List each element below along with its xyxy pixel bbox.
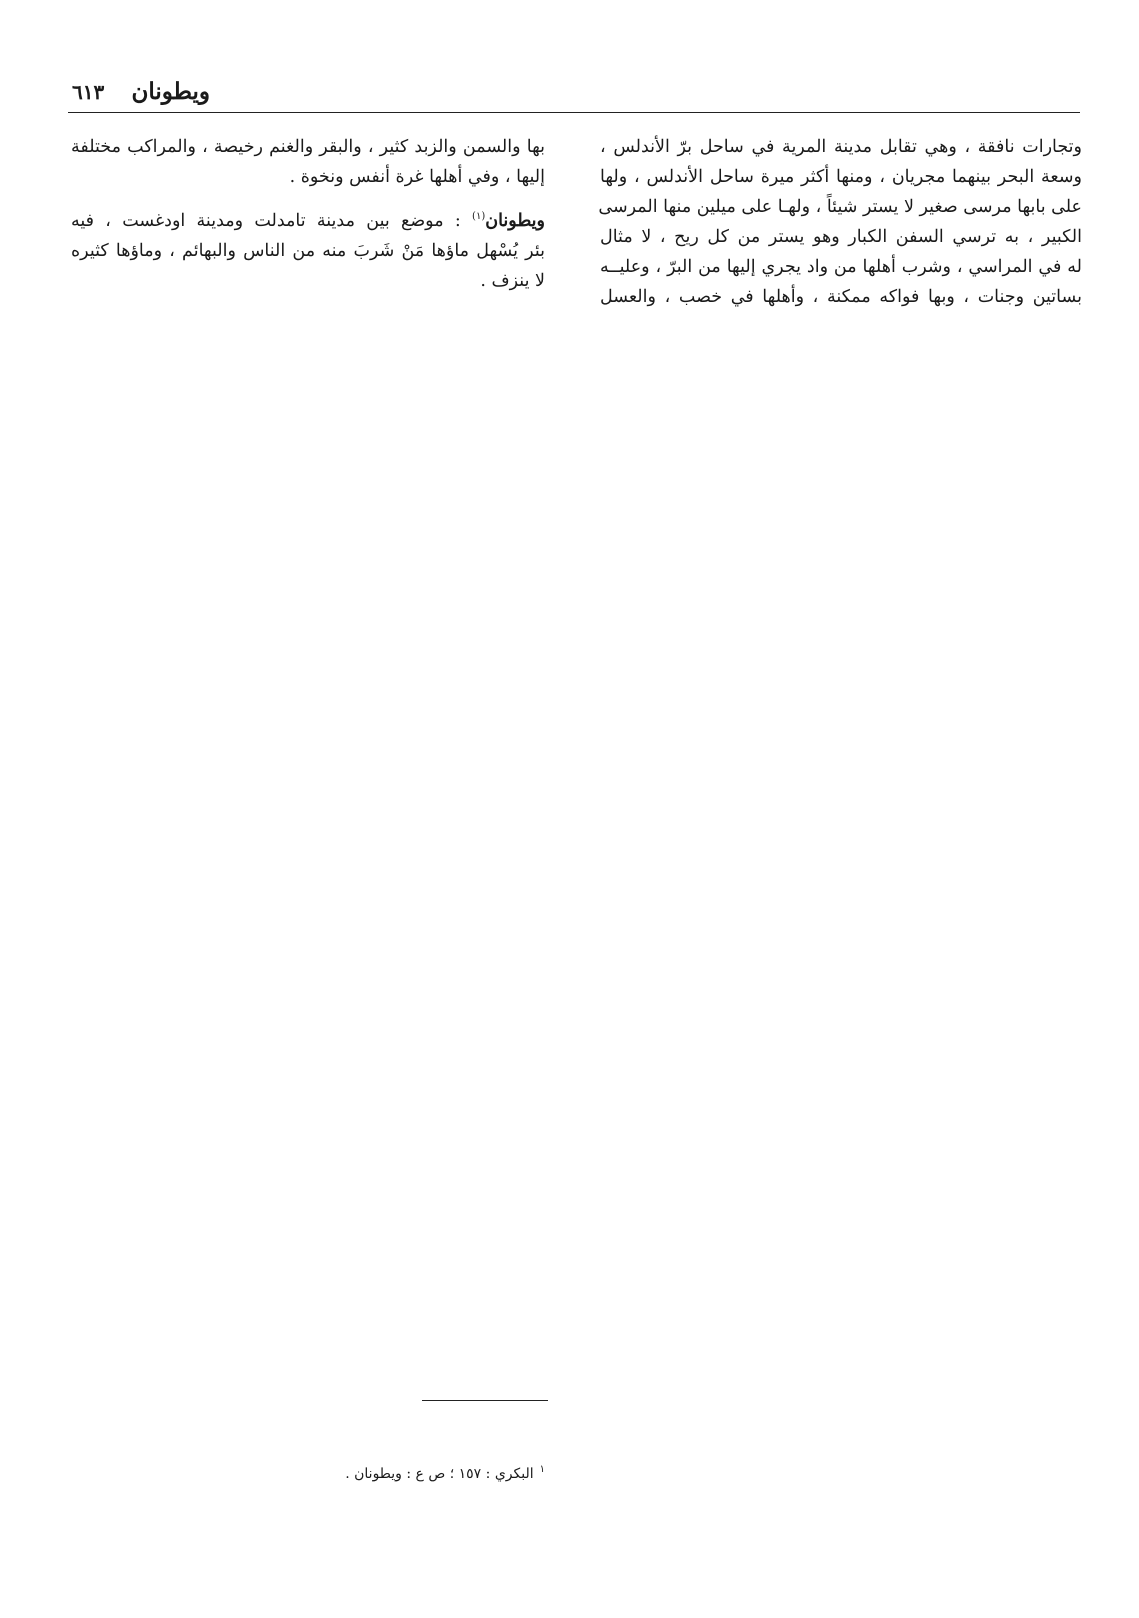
text-line: إليها ، وفي أهلها غرة أنفس ونخوة . (289, 167, 545, 187)
footnote-rule (422, 1400, 548, 1401)
dictionary-entry (71, 206, 545, 296)
left-column (71, 132, 545, 296)
text-line: الكبير ، به ترسي السفن الكبار وهو يستر من كل ريح ، لا مثال (600, 227, 1082, 247)
header-rule (68, 112, 1080, 113)
footnote-number: ١ (539, 1464, 545, 1476)
text-line: بساتين وجنات ، وبها فواكه ممكنة ، وأهلها في خصب ، والعسل (600, 287, 1082, 307)
footnote-text: البكري : ١٥٧ ؛ ص ع : ويطونان . (345, 1466, 534, 1482)
entry-definition-start: : موضع بين مدينة تامدلت ومدينة اودغست ، فيه (71, 211, 473, 231)
entry-headword: ويطونان (485, 211, 545, 231)
right-column (600, 132, 1082, 312)
text-line: بها والسمن والزبد كثير ، والبقر والغنم رخيصة ، والمراكب مختلفة (71, 137, 545, 157)
footnote (245, 1464, 545, 1484)
page-number: ٦١٣ (72, 80, 105, 104)
text-line: وسعة البحر بينهما مجريان ، ومنها أكثر ميرة ساحل الأندلس ، ولها (600, 167, 1082, 187)
text-line: بئر يُسْهل ماؤها مَنْ شَربَ منه من الناس والبهائم ، وماؤها كثيره (71, 241, 545, 261)
text-line: له في المراسي ، وشرب أهلها من واد يجري إليها من البرّ ، وعليــه (600, 257, 1082, 277)
text-line: وتجارات نافقة ، وهي تقابل مدينة المرية في ساحل برّ الأندلس ، (600, 137, 1082, 157)
footnote-marker: (١) (472, 211, 486, 223)
text-line: على بابها مرسى صغير لا يستر شيئاً ، ولهـا على ميلين منها المرسى (598, 197, 1082, 217)
running-title: ويطونان (131, 78, 210, 105)
page-header (68, 74, 1080, 110)
paragraph-continuation (71, 132, 545, 192)
text-line: لا ينزف . (480, 271, 545, 291)
entry-first-line (71, 206, 545, 236)
